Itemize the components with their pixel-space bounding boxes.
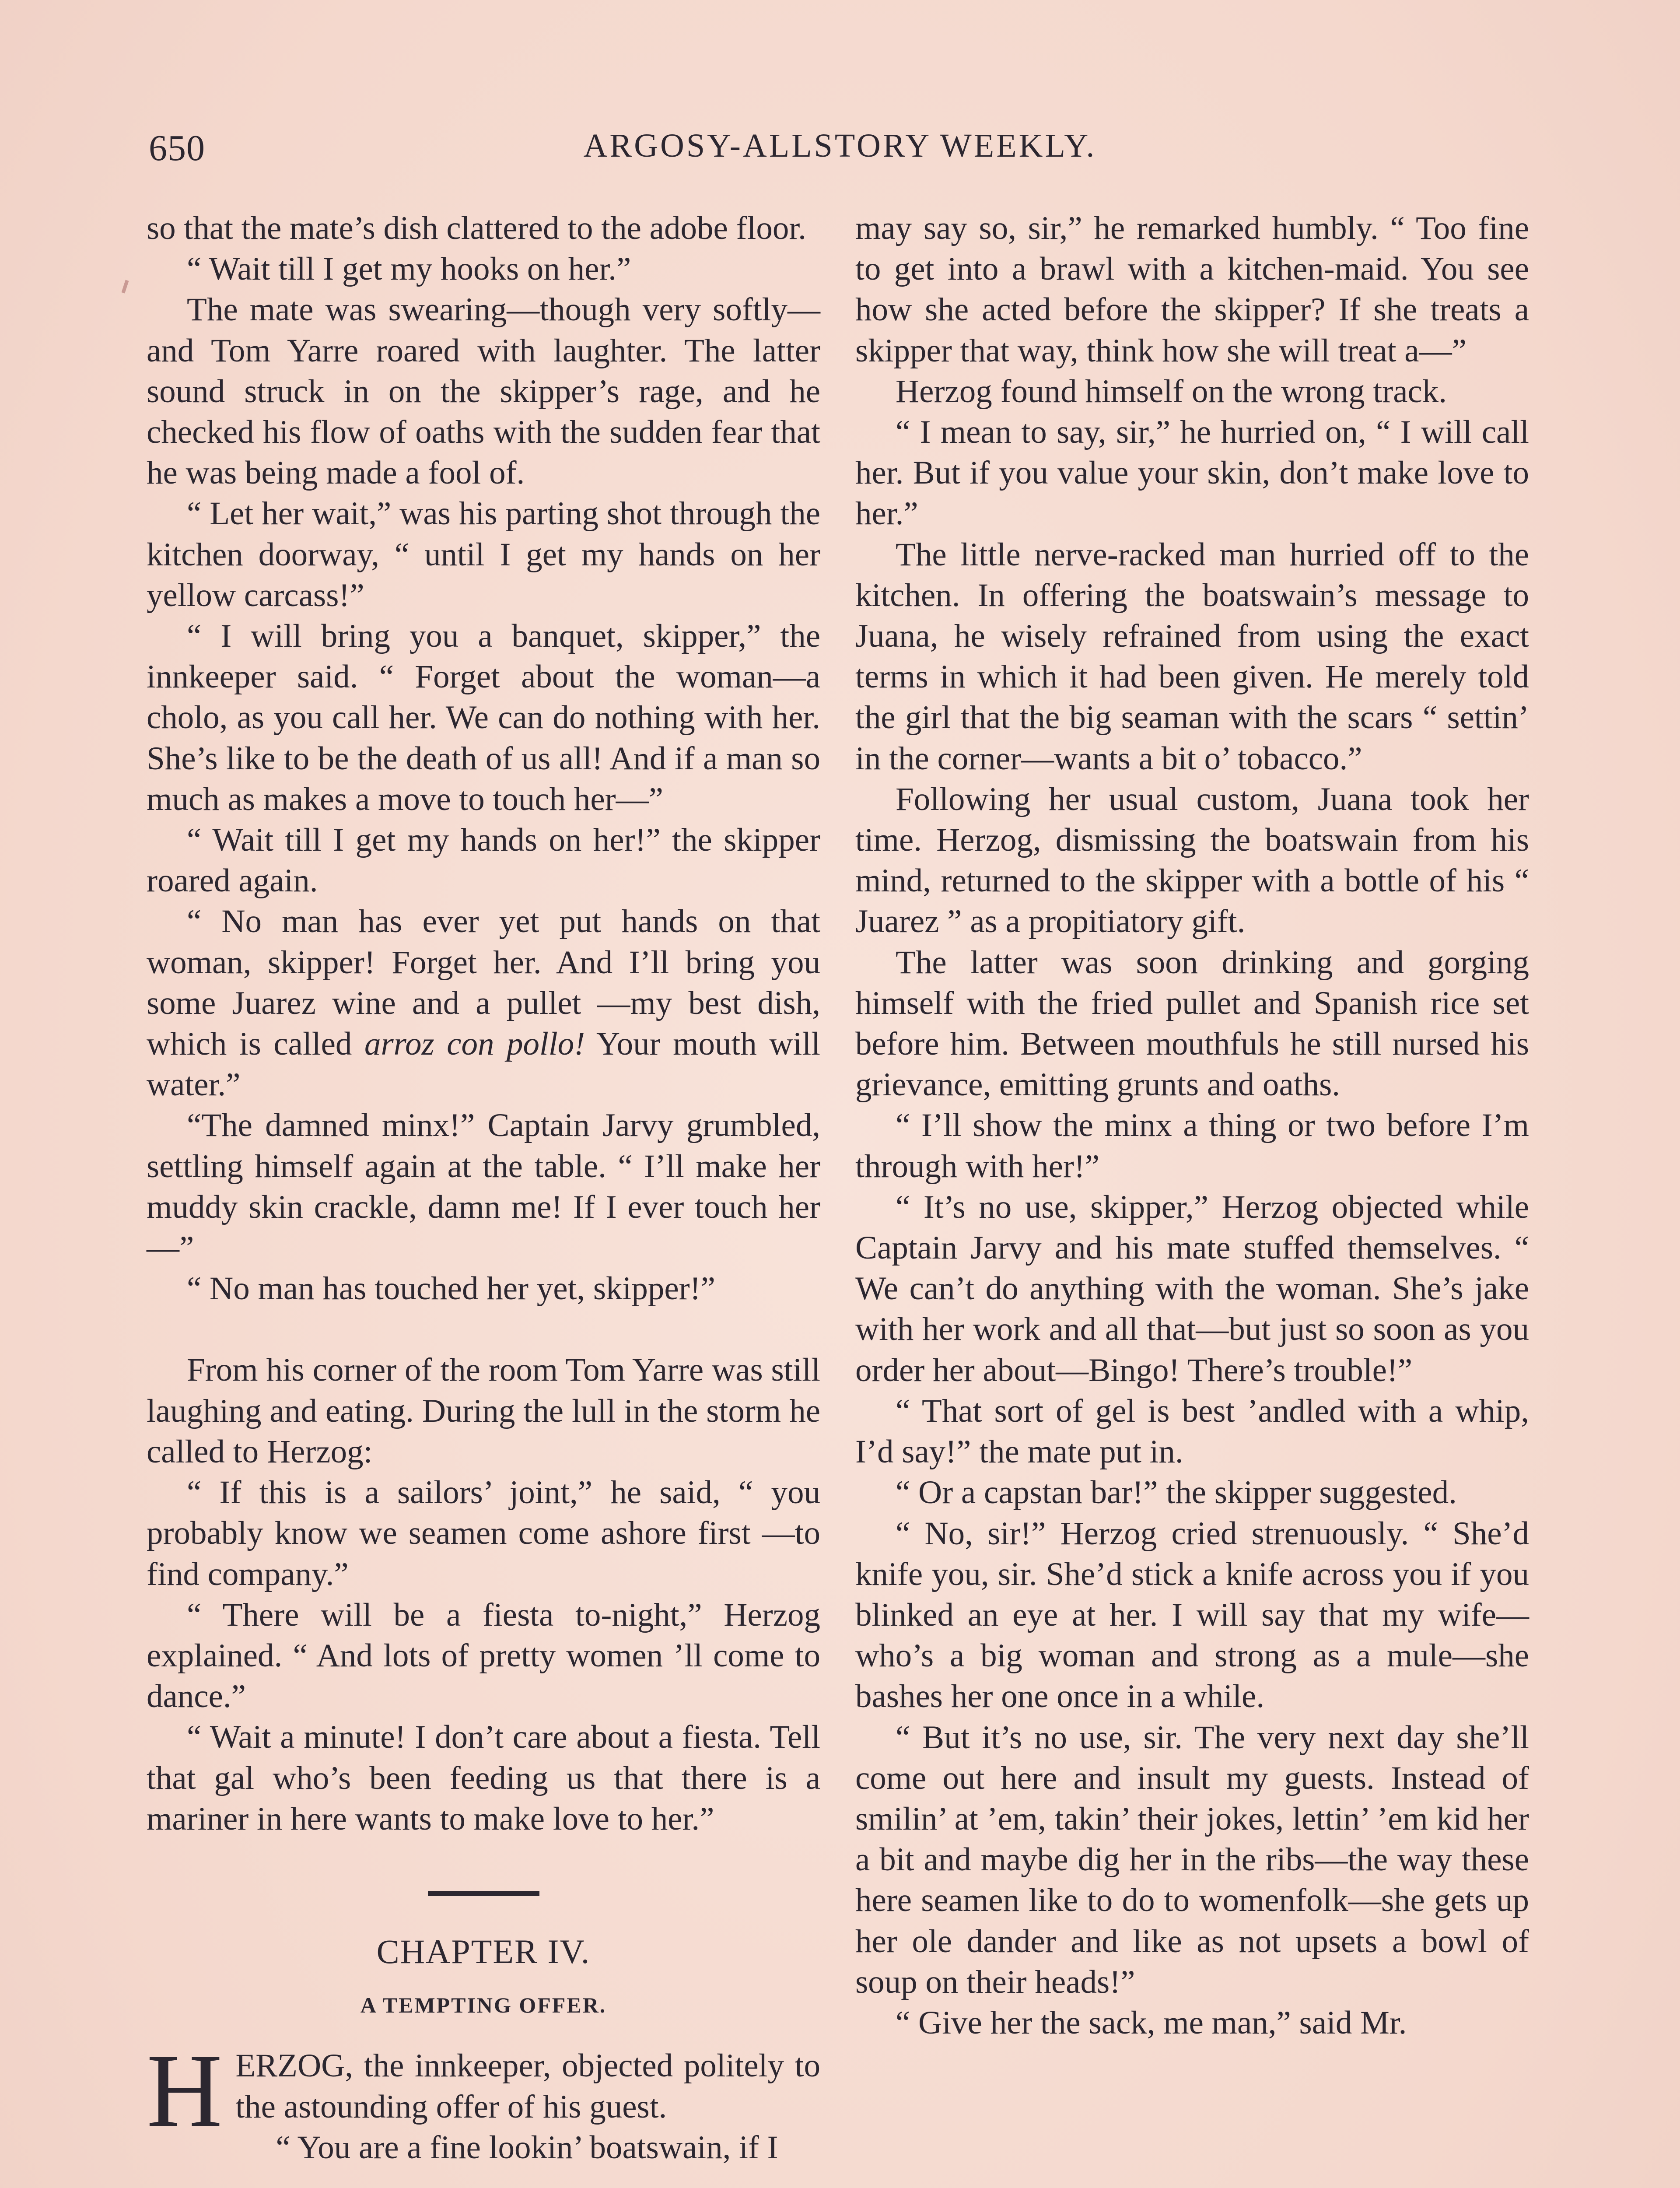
paragraph: so that the mate’s dish clattered to the adobe floor. <box>147 210 806 246</box>
paragraph: The mate was swearing—though very softly—and Tom Yarre roared with laughter. The latter sound struck in on the skipper’s rage, and he checked his flow of oaths with the sudden fear that he was being made a fool of. <box>147 291 820 491</box>
paragraph: “ Wait till I get my hands on her!” the skipper roared again. <box>147 822 820 899</box>
paragraph: may say so, sir,” he remarked humbly. “ Too fine to get into a brawl with a kitchen-maid. You see how she acted before the skipper? If she treats a skipper that way, think how she will treat a—” <box>855 210 1529 369</box>
paragraph: “ Wait till I get my hooks on her.” <box>187 251 631 288</box>
paragraph: Following her usual custom, Juana took her time. Herzog, dismissing the boatswain from his mind, returned to the skipper with a bottle of his “ Juarez ” as a propitiatory gift. <box>855 781 1529 940</box>
paragraph: “The damned minx!” Captain Jarvy grumbled, settling himself again at the table. “ I’ll make her muddy skin crackle, damn me! If I ever touch her—” <box>147 1107 820 1266</box>
italic-dish-name: arroz con pollo! <box>364 1026 585 1062</box>
paragraph: “ Give her the sack, me man,” said Mr. <box>896 2004 1407 2041</box>
paragraph: “ I mean to say, sir,” he hurried on, “ I will call her. But if you value your skin, don’t make love to her.” <box>855 414 1529 532</box>
paragraph: “ But it’s no use, sir. The very next day she’ll come out here and insult my guests. Instead of smilin’ at ’em, takin’ their jokes, lettin’ ’em kid her a bit and maybe dig her in the ribs—the way these here seamen like to do to womenfolk—she gets up her ole dander and like as not upsets a bowl of soup on their heads!” <box>855 1719 1529 2000</box>
text-run: “ No man has ever yet put hands on that woman, skipper! Forget her. And I’ll bring you some Juarez wine and a pullet —my best dish, which is called <box>147 903 820 1062</box>
paragraph: “ It’s no use, skipper,” Herzog objected while Captain Jarvy and his mate stuffed themselves. “ We can’t do anything with the woman. She’s jake with her work and all that—but just so soon as you order her about—Bingo! There’s trouble!” <box>855 1189 1529 1389</box>
page-number: 650 <box>149 128 205 168</box>
paragraph: “ Wait a minute! I don’t care about a fiesta. Tell that gal who’s been feeding us that there is a mariner in here wants to make love to her.” <box>147 1719 820 1837</box>
section-rule <box>428 1891 539 1896</box>
paragraph: Herzog found himself on the wrong track. <box>896 373 1447 410</box>
chapter-title: A TEMPTING OFFER. <box>360 1993 607 2018</box>
paragraph: “ If this is a sailors’ joint,” he said, “ you probably know we seamen come ashore first —to find company.” <box>147 1474 820 1592</box>
paragraph: “ No, sir!” Herzog cried strenuously. “ She’d knife you, sir. She’d stick a knife across you if you blinked an eye at her. I will say that my wife—who’s a big woman and strong as a mule—she bashes her one once in a while. <box>855 1515 1529 1715</box>
paragraph: “ No man has touched her yet, skipper!” <box>187 1270 715 1307</box>
margin-mark <box>122 280 129 293</box>
right-column <box>855 208 1529 2043</box>
left-column <box>147 208 820 2168</box>
drop-cap: H <box>147 2032 223 2149</box>
text-run: ERZOG, the innkeeper, objected politely to the astounding offer of his guest. <box>235 2048 820 2125</box>
paragraph: “ There will be a fiesta to-night,” Herzog explained. “ And lots of pretty women ’ll come to dance.” <box>147 1596 820 1715</box>
running-head: ARGOSY-ALLSTORY WEEKLY. <box>583 127 1097 164</box>
chapter-heading: CHAPTER IV. <box>376 1932 591 1971</box>
paragraph: “ That sort of gel is best ’andled with a whip, I’d say!” the mate put in. <box>855 1392 1529 1470</box>
paragraph: “ I’ll show the minx a thing or two before I’m through with her!” <box>855 1107 1529 1185</box>
text-run: Your mouth will water.” <box>147 1026 820 1103</box>
paragraph: “ I will bring you a banquet, skipper,” the innkeeper said. “ Forget about the woman—a cholo, as you call her. We can do nothing with her. She’s like to be the death of us all! And if a man so much as makes a move to touch her—” <box>147 618 820 817</box>
paragraph: From his corner of the room Tom Yarre was still laughing and eating. During the lull in the storm he called to Herzog: <box>147 1352 820 1470</box>
paragraph: The latter was soon drinking and gorging himself with the fried pullet and Spanish rice set before him. Between mouthfuls he still nursed his grievance, emitting grunts and oaths. <box>855 944 1529 1103</box>
paragraph <box>147 901 820 1105</box>
paragraph: “ Let her wait,” was his parting shot through the kitchen doorway, “ until I get my hands on her yellow carcass!” <box>147 495 820 614</box>
paragraph: The little nerve-racked man hurried off to the kitchen. In offering the boatswain’s message to Juana, he wisely refrained from using the exact terms in which it had been given. He merely told the girl that the big seaman with the scars “ settin’ in the corner—wants a bit o’ tobacco.” <box>855 536 1529 777</box>
paragraph: “ You are a fine lookin’ boatswain, if I <box>276 2129 778 2166</box>
paragraph: “ Or a capstan bar!” the skipper suggested. <box>896 1474 1457 1511</box>
page-header <box>149 127 1531 175</box>
